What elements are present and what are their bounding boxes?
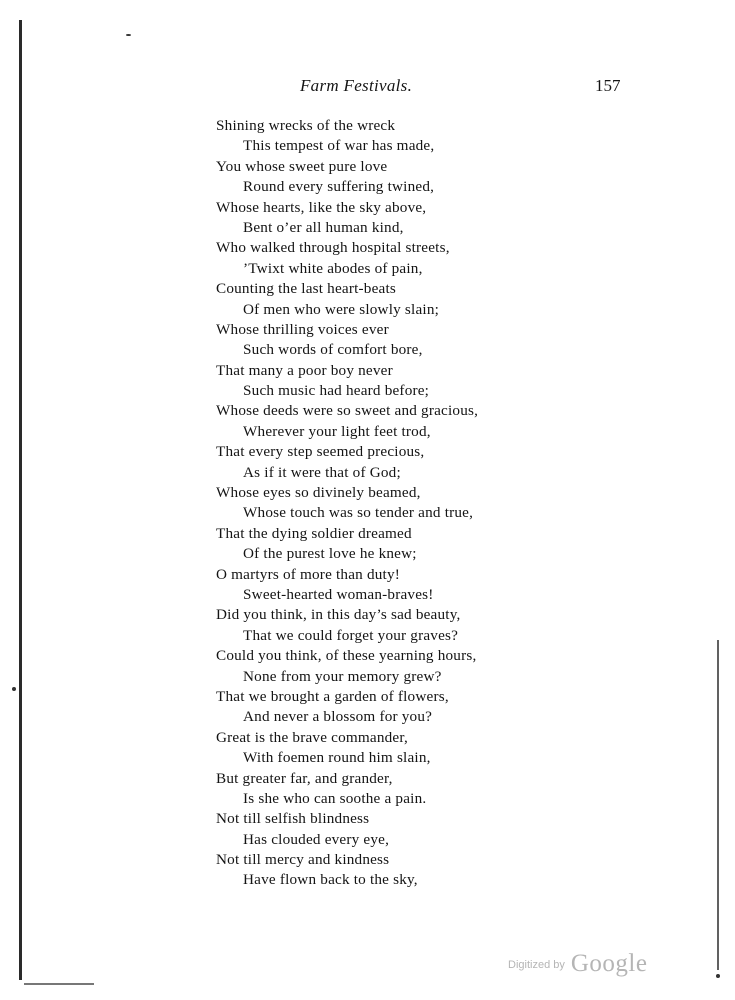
- google-logo: Google: [570, 950, 648, 977]
- poem-line: Whose thrilling voices ever: [216, 320, 389, 338]
- poem-line: That many a poor boy never: [216, 361, 393, 379]
- poem-line: Whose eyes so divinely beamed,: [216, 484, 421, 502]
- poem-line: This tempest of war has made,: [243, 137, 435, 155]
- poem-line: Is she who can soothe a pain.: [243, 789, 427, 807]
- poem-line: Of the purest love he knew;: [243, 545, 417, 563]
- watermark-prefix: Digitized by: [508, 959, 565, 971]
- scan-speck: [126, 34, 131, 36]
- poem-line: With foemen round him slain,: [243, 749, 431, 767]
- poem-line: Has clouded every eye,: [243, 830, 390, 848]
- poem-line: As if it were that of God;: [243, 463, 401, 481]
- poem-line: Who walked through hospital streets,: [216, 239, 450, 257]
- poem-line: Bent o’er all human kind,: [243, 218, 404, 236]
- poem-line: Sweet-hearted woman-braves!: [243, 585, 434, 603]
- poem-line: Counting the last heart-beats: [216, 280, 396, 298]
- poem-line: Wherever your light feet trod,: [243, 422, 431, 440]
- poem-line: Not till mercy and kindness: [216, 851, 390, 869]
- poem-line: Did you think, in this day’s sad beauty,: [216, 606, 461, 624]
- poem-line: Whose touch was so tender and true,: [243, 504, 474, 522]
- poem-line: O martyrs of more than duty!: [216, 565, 401, 583]
- poem-text: [216, 116, 478, 891]
- page-left-edge-shadow: [19, 20, 22, 980]
- poem-line: And never a blossom for you?: [243, 708, 433, 726]
- digitized-by-google-watermark: [508, 950, 647, 978]
- poem-line: Could you think, of these yearning hours,: [216, 647, 477, 665]
- page-right-edge-shadow: [717, 640, 719, 970]
- poem-line: Not till selfish blindness: [216, 810, 370, 828]
- scan-speck: [12, 687, 16, 691]
- poem-line: Whose deeds were so sweet and gracious,: [216, 402, 479, 420]
- poem-line: That we brought a garden of flowers,: [216, 687, 449, 705]
- poem-line: That the dying soldier dreamed: [216, 524, 412, 542]
- running-title: Farm Festivals.: [300, 76, 413, 95]
- poem-line: Round every suffering twined,: [243, 178, 435, 196]
- poem-line: That every step seemed precious,: [216, 443, 425, 461]
- poem-line: Such words of comfort bore,: [243, 341, 423, 359]
- poem-line: Of men who were slowly slain;: [243, 300, 440, 318]
- poem-line: Whose hearts, like the sky above,: [216, 198, 427, 216]
- scan-bottom-mark: [24, 983, 94, 985]
- page-number: 157: [595, 76, 621, 95]
- poem-line: But greater far, and grander,: [216, 769, 393, 787]
- poem-line: None from your memory grew?: [243, 667, 442, 685]
- poem-line: That we could forget your graves?: [243, 626, 459, 644]
- poem-line: Great is the brave commander,: [216, 728, 409, 746]
- poem-line: Such music had heard before;: [243, 382, 430, 400]
- poem-line: ’Twixt white abodes of pain,: [243, 259, 423, 277]
- poem-line: You whose sweet pure love: [216, 157, 388, 175]
- poem-line: Shining wrecks of the wreck: [216, 117, 396, 134]
- poem-line: Have flown back to the sky,: [243, 871, 418, 889]
- scan-speck: [716, 974, 720, 978]
